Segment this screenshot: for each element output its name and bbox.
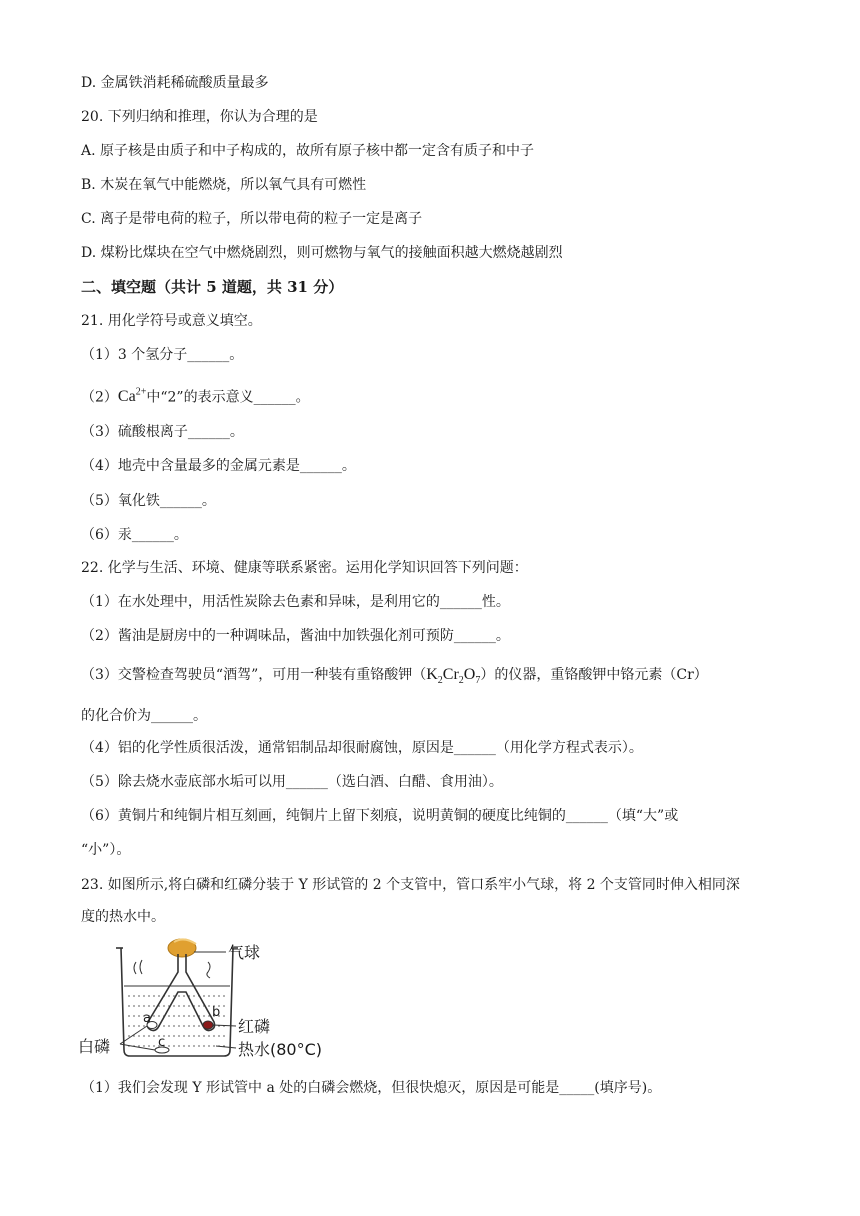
- q22-item-3-suffix: ）的仪器，重铬酸钾中铬元素（Cr）: [480, 667, 708, 683]
- formula-cr-sub: 2: [458, 675, 464, 687]
- q22-item-4: （4）铝的化学性质很活泼，通常铝制品却很耐腐蚀，原因是______（用化学方程式表示）。: [81, 740, 643, 756]
- q22-item-1: （1）在水处理中，用活性炭除去色素和异味，是利用它的______性。: [81, 594, 510, 610]
- q21-item-4: （4）地壳中含量最多的金属元素是______。: [81, 458, 356, 474]
- q20-stem: 20. 下列归纳和推理，你认为合理的是: [81, 109, 318, 125]
- q23-stem-continuation: 度的热水中。: [81, 909, 165, 925]
- calcium-ion-formula: [118, 388, 146, 405]
- bubbles-right: [207, 962, 210, 978]
- q22-item-6-continuation: “小”）。: [81, 842, 131, 858]
- q21-item-3: （3）硫酸根离子______。: [81, 424, 244, 440]
- ion-charge: 2+: [135, 387, 147, 398]
- potassium-dichromate-formula: [426, 666, 481, 687]
- formula-cr: Cr: [442, 666, 459, 683]
- q23-item-1: （1）我们会发现 Y 形试管中 a 处的白磷会燃烧，但很快熄灭，原因是可能是_____(填序号)。: [81, 1080, 662, 1096]
- section-heading-fill-in: 二、填空题（共计 5 道题，共 31 分）: [81, 278, 344, 296]
- label-red-phosphorus: 红磷: [238, 1017, 271, 1036]
- formula-o: O: [463, 666, 476, 683]
- hot-water-leader: [216, 1046, 236, 1048]
- formula-o-sub: 7: [475, 675, 481, 687]
- q20-option-d: D. 煤粉比煤块在空气中燃烧剧烈，则可燃物与氧气的接触面积越大燃烧越剧烈: [81, 245, 563, 261]
- q22-item-3-prefix: （3）交警检查驾驶员“酒驾”，可用一种装有重铬酸钾（: [81, 667, 427, 683]
- q22-stem: 22. 化学与生活、环境、健康等联系紧密。运用化学知识回答下列问题：: [81, 560, 528, 576]
- q22-item-2: （2）酱油是厨房中的一种调味品，酱油中加铁强化剂可预防______。: [81, 628, 510, 644]
- q21-item-1: （1）3 个氢分子______。: [81, 347, 244, 363]
- q20-option-b: B. 木炭在氧气中能燃烧，所以氧气具有可燃性: [81, 177, 367, 193]
- mark-b: b: [212, 1005, 221, 1020]
- label-balloon: 气球: [228, 943, 261, 962]
- q21-item-6: （6）汞______。: [81, 527, 188, 543]
- y-tube-experiment-diagram: [76, 934, 336, 1066]
- q21-stem: 21. 用化学符号或意义填空。: [81, 313, 262, 329]
- formula-k: K: [426, 666, 438, 683]
- red-phosphorus-b: [203, 1021, 213, 1029]
- q21-item-2: [81, 383, 310, 407]
- q21-item-5: （5）氧化铁______。: [81, 493, 216, 509]
- mark-c: c: [158, 1035, 166, 1050]
- label-white-phosphorus: 白磷: [78, 1037, 111, 1056]
- red-p-leader: [213, 1025, 236, 1026]
- q22-item-6: （6）黄铜片和纯铜片相互刻画，纯铜片上留下刻痕，说明黄铜的硬度比纯铜的______（填“大”或: [81, 808, 679, 824]
- bubbles-left: [134, 960, 142, 974]
- q22-item-3-continuation: 的化合价为______。: [81, 708, 207, 724]
- q19-option-d: D. 金属铁消耗稀硫酸质量最多: [81, 75, 269, 91]
- y-tube-left-arm: [147, 954, 182, 1031]
- q22-item-3: [81, 665, 708, 691]
- mark-a: a: [143, 1011, 151, 1026]
- label-hot-water: 热水(80°C): [238, 1040, 323, 1059]
- q23-stem: 23. 如图所示,将白磷和红磷分装于 Y 形试管的 2 个支管中，管口系牢小气球，将 2 个支管同时伸入相同深: [81, 877, 740, 893]
- q20-option-a: A. 原子核是由质子和中子构成的，故所有原子核中都一定含有质子和中子: [81, 143, 535, 159]
- q20-option-c: C. 离子是带电荷的粒子，所以带电荷的粒子一定是离子: [81, 211, 423, 227]
- formula-k-sub: 2: [437, 675, 443, 687]
- beaker-outline: [121, 948, 233, 1056]
- white-p-leader-c: [120, 1044, 155, 1050]
- q21-item-2-suffix: 中“2”的表示意义______。: [146, 389, 310, 406]
- q22-item-5: （5）除去烧水壶底部水垢可以用______（选白酒、白醋、食用油）。: [81, 774, 503, 790]
- calcium-symbol: Ca: [117, 388, 136, 406]
- q21-item-2-prefix: （2）: [81, 389, 118, 406]
